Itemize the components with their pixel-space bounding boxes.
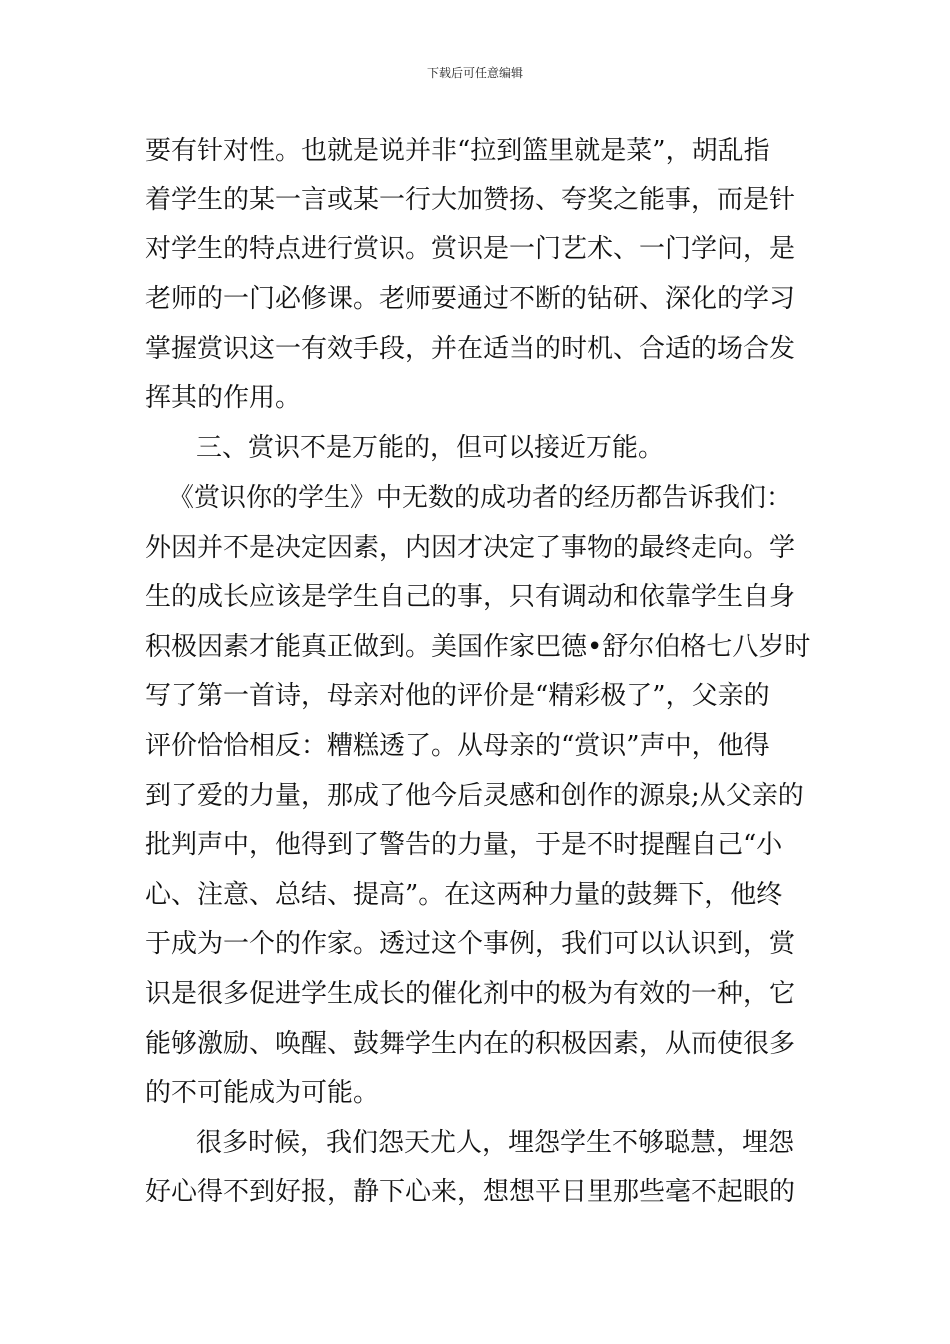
text-line-14: 到了爱的力量，那成了他今后灵感和创作的源泉;从父亲的	[145, 781, 804, 811]
text-line-12: 写了第一首诗，母亲对他的评价是“精彩极了”，父亲的	[145, 681, 770, 711]
text-line-1: 要有针对性。也就是说并非“拉到篮里就是菜”，胡乱指	[145, 136, 770, 166]
page-header: 下载后可任意编辑	[426, 66, 523, 80]
section-heading: 三、赏识不是万能的，但可以接近万能。	[196, 433, 665, 463]
text-line-19: 能够激励、唤醒、鼓舞学生内在的积极因素，从而使很多	[145, 1029, 796, 1059]
text-line-9: 外因并不是决定因素，内因才决定了事物的最终走向。学	[145, 533, 796, 563]
text-line-10: 生的成长应该是学生自己的事，只有调动和依靠学生自身	[145, 582, 796, 612]
text-line-13: 评价恰恰相反：糟糕透了。从母亲的“赏识”声中，他得	[145, 731, 770, 761]
text-line-3: 对学生的特点进行赏识。赏识是一门艺术、一门学问，是	[145, 234, 796, 264]
text-line-15: 批判声中，他得到了警告的力量，于是不时提醒自己“小	[145, 830, 783, 860]
text-line-20: 的不可能成为可能。	[145, 1078, 380, 1108]
text-line-2: 着学生的某一言或某一行大加赞扬、夸奖之能事，而是针	[145, 185, 796, 215]
text-line-21: 很多时候，我们怨天尤人，埋怨学生不够聪慧，埋怨	[196, 1128, 795, 1158]
text-line-16: 心、注意、总结、提高”。在这两种力量的鼓舞下，他终	[145, 880, 783, 910]
text-line-17: 于成为一个的作家。透过这个事例，我们可以认识到，赏	[145, 929, 796, 959]
text-line-4: 老师的一门必修课。老师要通过不断的钻研、深化的学习	[145, 284, 796, 314]
text-line-18: 识是很多促进学生成长的催化剂中的极为有效的一种，它	[145, 979, 796, 1009]
text-line-8: 《赏识你的学生》中无数的成功者的经历都告诉我们：	[168, 483, 793, 513]
text-line-6: 挥其的作用。	[145, 383, 302, 413]
text-line-22: 好心得不到好报，静下心来，想想平日里那些毫不起眼的	[145, 1177, 796, 1207]
text-line-5: 掌握赏识这一有效手段，并在适当的时机、合适的场合发	[145, 334, 796, 364]
text-line-11: 积极因素才能真正做到。美国作家巴德•舒尔伯格七八岁时	[145, 632, 811, 662]
